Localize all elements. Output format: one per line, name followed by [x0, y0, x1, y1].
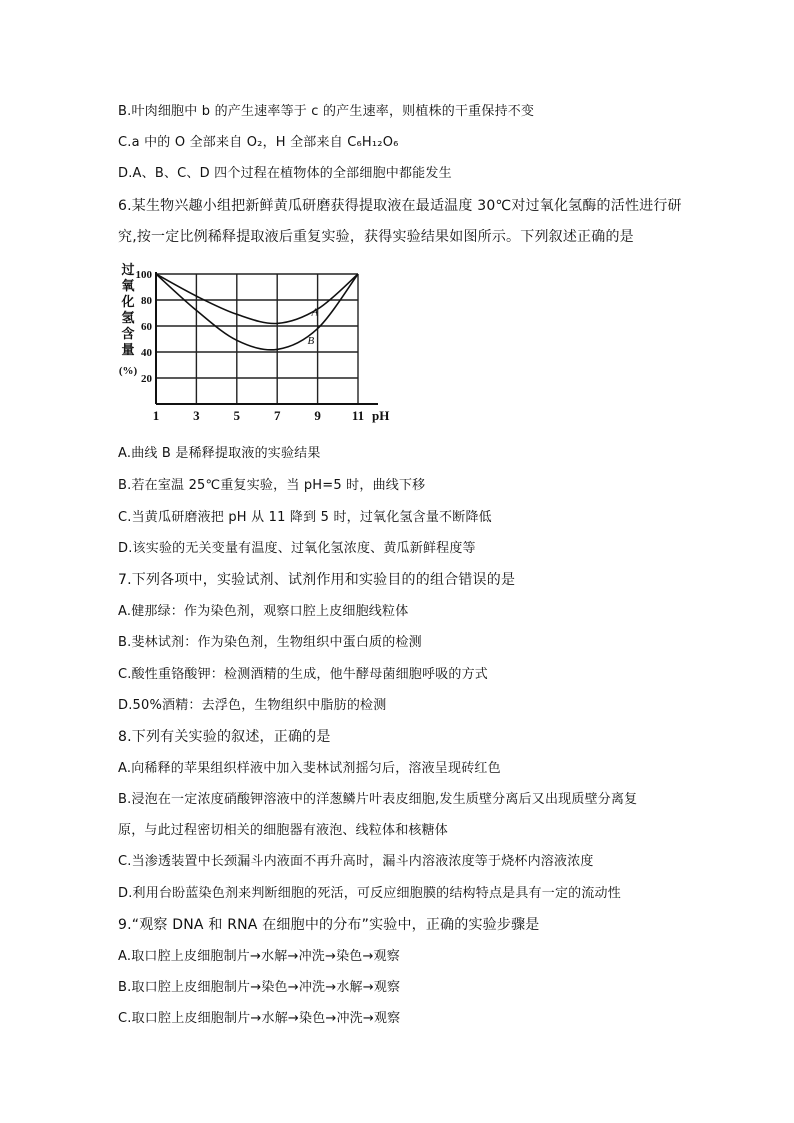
y-tick-label: 20 — [141, 373, 152, 385]
option-line: B.叶肉细胞中 b 的产生速率等于 c 的产生速率，则植株的干重保持不变 — [118, 104, 535, 119]
option-line: B.取口腔上皮细胞制片→染色→冲洗→水解→观察 — [118, 980, 401, 995]
y-axis-label-unit: (%) — [118, 365, 138, 377]
question-stem: 8.下列有关实验的叙述，正确的是 — [118, 729, 331, 745]
x-axis-label: pH — [372, 408, 390, 423]
option-line: D.A、B、C、D 四个过程在植物体的全部细胞中都能发生 — [118, 166, 452, 181]
series-line-b — [156, 274, 358, 350]
question-stem: 究,按一定比例稀释提取液后重复实验，获得实验结果如图所示。下列叙述正确的是 — [118, 229, 634, 245]
chart-grid — [156, 274, 358, 404]
option-line: A.健那绿：作为染色剂，观察口腔上皮细胞线粒体 — [118, 604, 409, 619]
option-line: C.当黄瓜研磨液把 pH 从 11 降到 5 时，过氧化氢含量不断降低 — [118, 510, 492, 525]
y-axis-label-char: 过 — [121, 262, 135, 277]
chart-series — [156, 274, 358, 350]
chart-ticks — [136, 269, 390, 423]
y-axis-label-char: 氧 — [121, 278, 135, 293]
option-line: B.浸泡在一定浓度硝酸钾溶液中的洋葱鳞片叶表皮细胞,发生质壁分离后又出现质壁分离复 — [118, 792, 638, 807]
x-tick-label: 7 — [273, 408, 281, 423]
option-line: B.若在室温 25℃重复实验，当 pH=5 时，曲线下移 — [118, 478, 426, 493]
y-axis-label-char: 含 — [121, 326, 135, 341]
question-stem: 7.下列各项中，实验试剂、试剂作用和实验目的的组合错误的是 — [118, 572, 516, 588]
question-stem: 9.“观察 DNA 和 RNA 在细胞中的分布”实验中，正确的实验步骤是 — [118, 917, 540, 933]
y-tick-label: 40 — [141, 347, 152, 359]
option-line: B.斐林试剂：作为染色剂，生物组织中蛋白质的检测 — [118, 635, 422, 650]
y-axis-label-char: 量 — [121, 342, 135, 357]
option-line: D.50%酒精：去浮色，生物组织中脂肪的检测 — [118, 698, 387, 713]
x-tick-label: 3 — [193, 408, 200, 423]
question-stem: 6.某生物兴趣小组把新鲜黄瓜研磨获得提取液在最适温度 30℃对过氧化氢酶的活性进行研 — [118, 198, 682, 214]
hydrogen-peroxide-ph-chart — [118, 262, 398, 432]
x-tick-label: 1 — [152, 408, 160, 423]
x-tick-label: 5 — [233, 408, 241, 423]
option-line: A.取口腔上皮细胞制片→水解→冲洗→染色→观察 — [118, 949, 400, 964]
y-tick-label: 100 — [135, 269, 152, 281]
series-label-b: B — [307, 335, 315, 348]
x-tick-label: 11 — [351, 408, 365, 423]
option-line: D.利用台盼蓝染色剂来判断细胞的死活，可反应细胞膜的结构特点是具有一定的流动性 — [118, 886, 621, 901]
y-tick-label: 60 — [141, 321, 152, 333]
x-tick-label: 9 — [314, 408, 321, 423]
option-line: D.该实验的无关变量有温度、过氧化氢浓度、黄瓜新鲜程度等 — [118, 541, 476, 556]
option-line: 原，与此过程密切相关的细胞器有液泡、线粒体和核糖体 — [118, 823, 449, 838]
series-label-a: A — [311, 306, 319, 319]
option-line: C.当渗透装置中长颈漏斗内液面不再升高时，漏斗内溶液浓度等于烧杯内溶液浓度 — [118, 854, 594, 869]
option-line: C.a 中的 O 全部来自 O₂，H 全部来自 C₆H₁₂O₆ — [118, 135, 399, 150]
y-axis-label-char: 化 — [121, 294, 135, 309]
option-line: A.曲线 B 是稀释提取液的实验结果 — [118, 446, 321, 461]
y-axis-label-char: 氢 — [121, 310, 135, 325]
y-tick-label: 80 — [141, 295, 152, 307]
option-line: C.酸性重铬酸钾：检测酒精的生成，他牛酵母菌细胞呼吸的方式 — [118, 667, 489, 682]
option-line: C.取口腔上皮细胞制片→水解→染色→冲洗→观察 — [118, 1011, 401, 1026]
option-line: A.向稀释的苹果组织样液中加入斐林试剂摇匀后，溶液呈现砖红色 — [118, 761, 501, 776]
